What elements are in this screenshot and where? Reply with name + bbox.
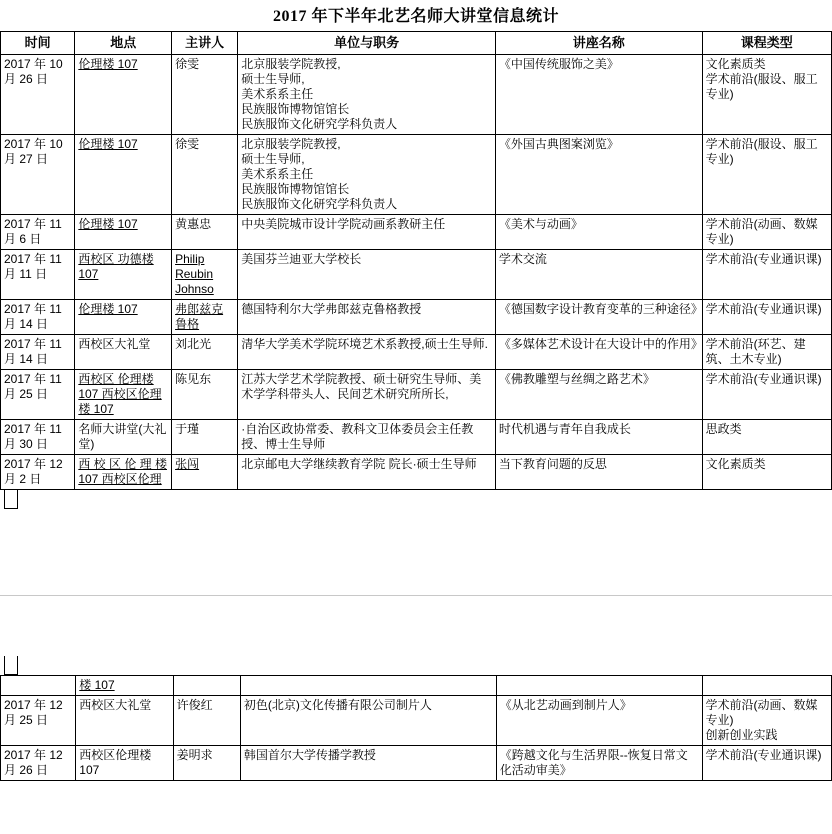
cell-speaker — [172, 370, 238, 420]
cell-unit-line: 韩国首尔大学传播学教授 — [243, 748, 376, 763]
cell-place-text[interactable]: 西 校 区 伦 理 楼 107 西校区伦理 — [78, 457, 167, 487]
cell-lecture — [495, 300, 702, 335]
cell-speaker-text: 于瑾 — [175, 422, 200, 437]
table-row — [1, 696, 832, 746]
cell-type-line: 学术前沿(环艺、建筑、土木专业) — [705, 337, 806, 367]
table-header-row — [1, 32, 832, 55]
table-row — [1, 250, 832, 300]
cell-unit — [238, 250, 496, 300]
cell-unit-line: 美术系系主任 — [241, 87, 314, 102]
cell-lecture — [495, 250, 702, 300]
continuation-table-body — [1, 676, 832, 781]
cell-place — [76, 696, 173, 746]
cell-unit-line: 北京邮电大学继续教育学院 院长·硕士生导师 — [241, 457, 477, 472]
cell-unit-line: ·自治区政协常委、教科文卫体委员会主任教授、博士生导师 — [241, 422, 474, 452]
cell-time-text: 2017 年 10 月 27 日 — [4, 137, 63, 167]
cell-lecture-text: 当下教育问题的反思 — [498, 457, 607, 472]
page-title: 2017 年下半年北艺名师大讲堂信息统计 — [272, 8, 559, 25]
cell-lecture-text: 《佛教雕塑与丝绸之路艺术》 — [498, 372, 655, 387]
cell-lecture-text: 《美术与动画》 — [498, 217, 583, 232]
cell-lecture-text: 《外国古典图案浏览》 — [498, 137, 619, 152]
cell-place — [76, 746, 173, 781]
cell-place-text[interactable]: 伦理楼 107 — [78, 57, 138, 72]
cell-lecture — [496, 696, 702, 746]
cell-speaker-text[interactable]: Philip Reubin Johnso — [175, 252, 214, 297]
continuation-table — [0, 675, 832, 781]
cell-unit — [238, 370, 496, 420]
cell-type — [702, 300, 831, 335]
cell-type-line: 学术前沿(服设、服工专业) — [705, 72, 818, 102]
cell-time — [1, 696, 76, 746]
cell-speaker-text: 陈见东 — [175, 372, 212, 387]
cell-time — [1, 455, 75, 490]
cell-lecture — [495, 135, 702, 215]
cell-lecture — [495, 370, 702, 420]
cell-place-text: 西校区伦理楼 107 — [79, 748, 152, 778]
cell-unit-line: 民族服饰文化研究学科负责人 — [241, 117, 398, 132]
column-header-unit: 单位与职务 — [238, 32, 496, 55]
page-gap-top — [0, 509, 832, 595]
cell-time-text: 2017 年 12 月 26 日 — [4, 748, 63, 778]
cell-unit-line: 民族服饰博物馆馆长 — [241, 182, 350, 197]
table-row — [1, 676, 832, 696]
cell-unit-line: 中央美院城市设计学院动画系教研主任 — [241, 217, 446, 232]
cell-type — [702, 250, 831, 300]
cell-lecture — [495, 420, 702, 455]
cell-time — [1, 215, 75, 250]
cell-place — [75, 300, 172, 335]
cell-place-text[interactable]: 伦理楼 107 — [78, 302, 138, 317]
cell-place — [75, 420, 172, 455]
cell-speaker — [172, 455, 238, 490]
cell-time — [1, 370, 75, 420]
table-row — [1, 135, 832, 215]
cell-lecture-text: 《德国数字设计教育变革的三种途径》 — [498, 302, 703, 317]
main-table — [0, 31, 832, 490]
cell-type — [702, 696, 832, 746]
cell-place — [76, 676, 173, 696]
cell-place-text: 西校区大礼堂 — [79, 698, 152, 713]
cell-speaker — [172, 420, 238, 455]
cell-unit — [238, 55, 496, 135]
cell-place — [75, 215, 172, 250]
cell-speaker — [173, 696, 240, 746]
cell-place — [75, 55, 172, 135]
cell-type-line: 学术前沿(服设、服工专业) — [705, 137, 818, 167]
cell-speaker-text: 黄惠忠 — [175, 217, 212, 232]
cell-type — [702, 215, 831, 250]
cell-time-text: 2017 年 11 月 25 日 — [4, 372, 62, 402]
cell-type — [702, 676, 832, 696]
cell-type-line: 学术前沿(专业通识课) — [705, 302, 822, 317]
cell-time — [1, 250, 75, 300]
table-row — [1, 746, 832, 781]
cell-unit-line: 初色(北京)文化传播有限公司制片人 — [243, 698, 432, 713]
cell-type-line: 学术前沿(专业通识课) — [705, 748, 822, 763]
cell-type — [702, 455, 831, 490]
cell-unit-line: 江苏大学艺术学院教授、硕士研究生导师、美术学学科带头人、民间艺术研究所所长, — [241, 372, 482, 402]
cell-place-text[interactable]: 楼 107 — [79, 678, 115, 693]
cell-lecture — [495, 335, 702, 370]
cell-lecture — [496, 746, 702, 781]
page-edge-marker-2 — [4, 656, 18, 675]
cell-type-line: 学术前沿(动画、数媒专业) — [705, 698, 818, 728]
cell-speaker-text[interactable]: 张闯 — [175, 457, 200, 472]
cell-unit-line: 美国芬兰迪亚大学校长 — [241, 252, 362, 267]
table-header — [1, 32, 832, 55]
cell-unit — [240, 746, 496, 781]
cell-unit — [240, 696, 496, 746]
cell-lecture — [496, 676, 702, 696]
column-header-lecture: 讲座名称 — [495, 32, 702, 55]
cell-unit — [238, 300, 496, 335]
table-row — [1, 370, 832, 420]
table-body — [1, 55, 832, 490]
cell-time — [1, 335, 75, 370]
cell-lecture — [495, 455, 702, 490]
cell-lecture-text: 学术交流 — [498, 252, 547, 267]
cell-unit-line: 北京服装学院教授, — [241, 137, 341, 152]
cell-lecture-text: 《多媒体艺术设计在大设计中的作用》 — [498, 337, 703, 352]
cell-type — [702, 335, 831, 370]
cell-lecture — [495, 55, 702, 135]
cell-time-text: 2017 年 10 月 26 日 — [4, 57, 63, 87]
cell-speaker — [172, 135, 238, 215]
cell-place-text[interactable]: 伦理楼 107 — [78, 137, 138, 152]
cell-lecture-text: 《跨越文化与生活界限--恢复日常文化活动审美》 — [499, 748, 688, 778]
cell-time — [1, 676, 76, 696]
cell-unit — [238, 215, 496, 250]
cell-lecture — [495, 215, 702, 250]
cell-place — [75, 250, 172, 300]
cell-speaker — [173, 676, 240, 696]
cell-time — [1, 420, 75, 455]
cell-unit — [238, 135, 496, 215]
cell-time-text: 2017 年 12 月 25 日 — [4, 698, 63, 728]
cell-place — [75, 370, 172, 420]
cell-unit-line: 硕士生导师, — [241, 72, 305, 87]
cell-place-text: 西校区大礼堂 — [78, 337, 151, 352]
cell-type — [702, 370, 831, 420]
cell-speaker — [172, 55, 238, 135]
table-row — [1, 420, 832, 455]
cell-place — [75, 455, 172, 490]
cell-time-text: 2017 年 11 月 14 日 — [4, 337, 62, 367]
cell-type-line: 学术前沿(专业通识课) — [705, 372, 822, 387]
cell-speaker-text: 徐雯 — [175, 57, 200, 72]
cell-place-text[interactable]: 西校区 伦理楼 107 西校区伦理楼 107 — [78, 372, 162, 417]
page-edge-marker — [4, 490, 18, 509]
page-gap-bottom — [0, 596, 832, 656]
cell-time-text: 2017 年 11 月 14 日 — [4, 302, 62, 332]
cell-type-line: 学术前沿(动画、数媒专业) — [705, 217, 818, 247]
cell-time-text: 2017 年 11 月 11 日 — [4, 252, 62, 282]
cell-time — [1, 746, 76, 781]
table-row — [1, 335, 832, 370]
cell-time — [1, 55, 75, 135]
cell-speaker — [173, 746, 240, 781]
column-header-speaker: 主讲人 — [172, 32, 238, 55]
column-header-time: 时间 — [1, 32, 75, 55]
cell-speaker — [172, 215, 238, 250]
cell-place-text[interactable]: 伦理楼 107 — [78, 217, 138, 232]
cell-type — [702, 746, 832, 781]
cell-type — [702, 55, 831, 135]
table-row — [1, 455, 832, 490]
cell-type-line: 学术前沿(专业通识课) — [705, 252, 822, 267]
cell-time-text: 2017 年 11 月 6 日 — [4, 217, 62, 247]
cell-speaker-text: 徐雯 — [175, 137, 200, 152]
cell-unit-line: 北京服装学院教授, — [241, 57, 341, 72]
cell-place-text[interactable]: 西校区 功德楼 107 — [78, 252, 154, 282]
cell-unit-line: 民族服饰博物馆馆长 — [241, 102, 350, 117]
table-row — [1, 300, 832, 335]
cell-time-text: 2017 年 12 月 2 日 — [4, 457, 63, 487]
cell-speaker-text[interactable]: 弗郎兹克鲁格 — [175, 302, 224, 332]
cell-lecture-text: 时代机遇与青年自我成长 — [498, 422, 631, 437]
cell-place — [75, 335, 172, 370]
cell-lecture-text: 《从北艺动画到制片人》 — [499, 698, 632, 713]
cell-unit-line: 硕士生导师, — [241, 152, 305, 167]
cell-lecture-text: 《中国传统服饰之美》 — [498, 57, 619, 72]
column-header-type: 课程类型 — [702, 32, 831, 55]
cell-unit — [238, 335, 496, 370]
cell-time-text: 2017 年 11 月 30 日 — [4, 422, 62, 452]
cell-type-line: 创新创业实践 — [705, 728, 778, 743]
cell-type-line: 文化素质类 — [705, 57, 766, 72]
cell-type — [702, 135, 831, 215]
cell-type-line: 思政类 — [705, 422, 742, 437]
cell-type — [702, 420, 831, 455]
cell-speaker — [172, 335, 238, 370]
cell-speaker-text: 刘北光 — [175, 337, 212, 352]
cell-unit — [238, 455, 496, 490]
cell-place — [75, 135, 172, 215]
cell-unit-line: 美术系系主任 — [241, 167, 314, 182]
cell-unit-line: 民族服饰文化研究学科负责人 — [241, 197, 398, 212]
cell-place-text: 名师大讲堂(大礼堂) — [78, 422, 167, 452]
cell-time — [1, 135, 75, 215]
cell-unit-line: 德国特利尔大学弗郎兹克鲁格教授 — [241, 302, 422, 317]
cell-speaker — [172, 250, 238, 300]
column-header-place: 地点 — [75, 32, 172, 55]
cell-speaker-text: 姜明求 — [176, 748, 213, 763]
cell-time — [1, 300, 75, 335]
cell-type-line: 文化素质类 — [705, 457, 766, 472]
cell-unit — [240, 676, 496, 696]
cell-speaker-text: 许俊红 — [176, 698, 213, 713]
cell-speaker — [172, 300, 238, 335]
table-row — [1, 55, 832, 135]
table-row — [1, 215, 832, 250]
cell-unit — [238, 420, 496, 455]
cell-unit-line: 清华大学美术学院环境艺术系教授,硕士生导师. — [241, 337, 488, 352]
